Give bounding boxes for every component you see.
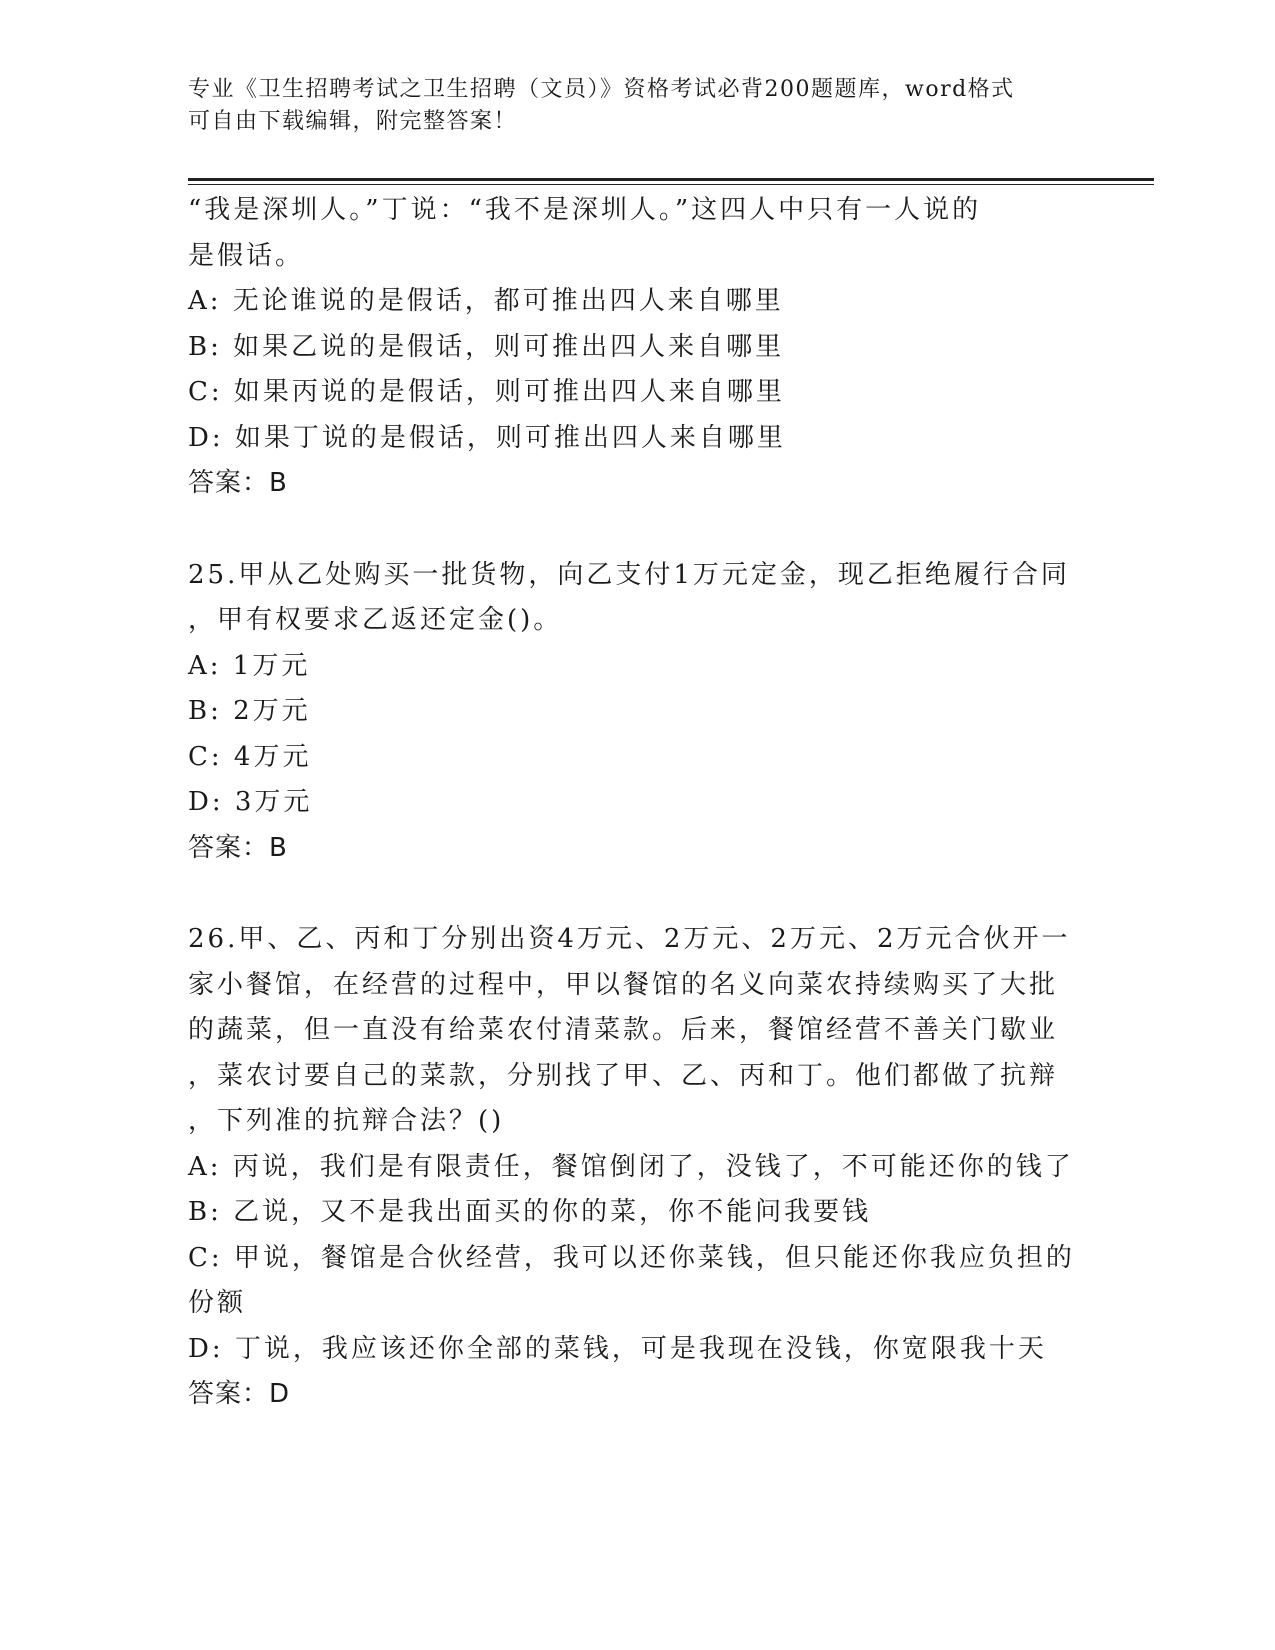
header-rule-thick (188, 178, 1154, 181)
question-text-line: ，菜农讨要自己的菜款，分别找了甲、乙、丙和丁。他们都做了抗辩 (188, 1060, 1059, 1091)
option-d: D: 丁说，我应该还你全部的菜钱，可是我现在没钱，你宽限我十天 (188, 1333, 1047, 1364)
question-25 (188, 553, 1088, 872)
document-body (188, 188, 1088, 1418)
option-c: C: 4万元 (188, 741, 312, 772)
question-text-line: 26.甲、乙、丙和丁分别出资4万元、2万元、2万元、2万元合伙开一 (188, 924, 1071, 954)
option-c-continued: 份额 (188, 1288, 247, 1318)
option-a: A: 1万元 (188, 650, 311, 681)
header-rule-thin (188, 184, 1154, 185)
header-line-2: 可自由下载编辑，附完整答案！ (188, 109, 518, 134)
option-c: C: 甲说，餐馆是合伙经营，我可以还你菜钱，但只能还你我应负担的 (188, 1242, 1075, 1273)
header-line-1: 专业《卫生招聘考试之卫生招聘（文员）》资格考试必背200题题库，word格式 (188, 77, 1015, 102)
question-24 (188, 188, 1088, 507)
option-b: B: 乙说，又不是我出面买的你的菜，你不能问我要钱 (188, 1197, 872, 1227)
question-text-line: 的蔬菜，但一直没有给菜农付清菜款。后来，餐馆经营不善关门歇业 (188, 1015, 1059, 1045)
option-c: C: 如果丙说的是假话，则可推出四人来自哪里 (188, 377, 785, 407)
answer-line: 答案：B (188, 468, 288, 498)
question-text-line: ，下列准的抗辩合法？() (188, 1106, 505, 1136)
spacer (188, 507, 1088, 553)
question-text-line: 25.甲从乙处购买一批货物，向乙支付1万元定金，现乙拒绝履行合同 (188, 559, 1070, 590)
spacer (188, 871, 1088, 917)
option-d: D: 如果丁说的是假话，则可推出四人来自哪里 (188, 422, 786, 453)
option-b: B: 如果乙说的是假话，则可推出四人来自哪里 (188, 331, 785, 362)
question-text-line: ，甲有权要求乙返还定金()。 (188, 605, 563, 635)
option-d: D: 3万元 (188, 787, 313, 817)
answer-line: 答案：B (188, 832, 288, 863)
option-a: A: 无论谁说的是假话，都可推出四人来自哪里 (188, 286, 784, 316)
question-text-line: “我是深圳人。”丁说：“我不是深圳人。”这四人中只有一人说的 (188, 195, 982, 225)
question-text-line: 是假话。 (188, 240, 305, 271)
option-a: A: 丙说，我们是有限责任，餐馆倒闭了，没钱了，不可能还你的钱了 (188, 1151, 1074, 1182)
document-header (188, 74, 1068, 138)
option-b: B: 2万元 (188, 696, 311, 726)
answer-line: 答案：D (188, 1379, 291, 1409)
question-26 (188, 917, 1088, 1418)
question-text-line: 家小餐馆，在经营的过程中，甲以餐馆的名义向菜农持续购买了大批 (188, 969, 1059, 1000)
